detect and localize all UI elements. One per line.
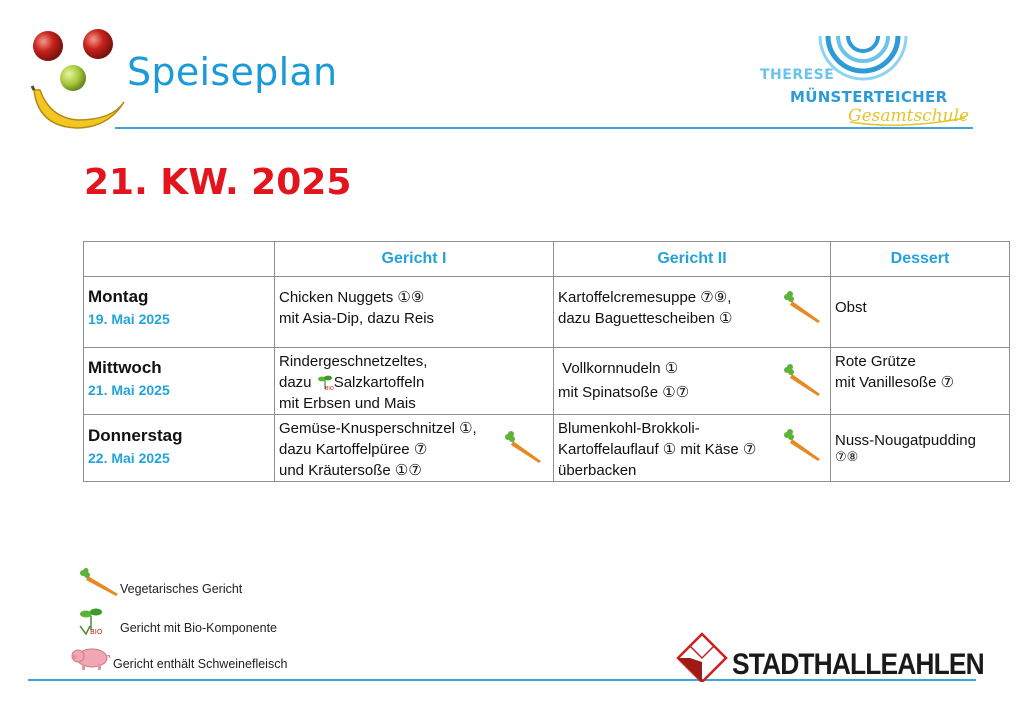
bio-label: BIO: [324, 386, 334, 391]
pig-icon: [70, 644, 112, 672]
table-header-row: [84, 242, 1010, 277]
school-name-line1: THERESE: [760, 67, 835, 83]
dish-line: Kartoffelcremesuppe ⑦⑨,: [558, 289, 732, 306]
dish1-cell: [275, 415, 554, 482]
dessert-line: ⑦⑧: [835, 449, 859, 464]
page-title: Speiseplan: [127, 50, 338, 94]
dessert-line: Nuss-Nougatpudding: [835, 432, 976, 449]
day-cell: [84, 348, 275, 415]
dish2-cell: [554, 277, 831, 348]
column-header-dessert: Dessert: [831, 242, 1010, 277]
day-date: 22. Mai 2025: [88, 450, 170, 466]
dish-line: Gemüse-Knusperschnitzel ①,: [279, 420, 477, 437]
week-heading: 21. KW. 2025: [84, 162, 352, 203]
fruit-face-logo: [28, 28, 128, 138]
dish-line: Rindergeschnetzeltes,: [279, 353, 428, 370]
dessert-line: mit Vanillesoße ⑦: [835, 374, 955, 391]
day-date: 19. Mai 2025: [88, 311, 170, 327]
dessert-cell: [831, 277, 1010, 348]
dish-line: mit Spinatsoße ①⑦: [558, 384, 690, 401]
dish2-cell: [554, 415, 831, 482]
dish-line: Blumenkohl-Brokkoli-: [558, 420, 700, 437]
dish-text: dazu: [279, 374, 316, 391]
dish-line: [279, 372, 549, 393]
legend-pork: Gericht enthält Schweinefleisch: [113, 657, 288, 671]
school-name-line2: MÜNSTERTEICHER: [790, 88, 948, 106]
bio-label: BIO: [90, 628, 103, 636]
column-header-dish1: Gericht I: [275, 242, 554, 277]
table-row: [84, 348, 1010, 415]
bio-icon: [76, 604, 106, 636]
dish1-cell: [275, 277, 554, 348]
dish-line: Vollkornnudeln ①: [558, 360, 679, 377]
dessert-cell: [831, 348, 1010, 415]
bio-icon: [316, 373, 334, 391]
menu-table: [83, 241, 1010, 482]
dish-line: überbacken: [558, 462, 637, 479]
day-name: Donnerstag: [88, 426, 183, 445]
dish-line: Kartoffelauflauf ① mit Käse ⑦: [558, 441, 757, 458]
dish-line: mit Asia-Dip, dazu Reis: [279, 310, 435, 327]
day-cell: [84, 415, 275, 482]
dish-line: mit Erbsen und Mais: [279, 395, 416, 412]
dessert-cell: [831, 415, 1010, 482]
stadthalle-brand: STADTHALLEAHLEN: [732, 648, 984, 681]
dessert-line: Rote Grütze: [835, 353, 916, 370]
dish-text: Salzkartoffeln: [333, 374, 425, 391]
table-row: [84, 415, 1010, 482]
carrot-icon: [782, 291, 824, 325]
day-name: Mittwoch: [88, 358, 162, 377]
column-header-day: [84, 242, 275, 277]
carrot-icon: [782, 364, 824, 398]
table-row: [84, 277, 1010, 348]
dessert-line: Obst: [835, 299, 867, 316]
day-name: Montag: [88, 287, 149, 306]
dish1-cell: [275, 348, 554, 415]
dish-line: dazu Baguettescheiben ①: [558, 310, 733, 327]
carrot-icon: [782, 429, 824, 463]
day-cell: [84, 277, 275, 348]
dish-line: dazu Kartoffelpüree ⑦: [279, 441, 428, 458]
school-name-line3: Gesamtschule: [848, 106, 970, 126]
carrot-icon: [78, 568, 120, 598]
stadthalle-logo: [676, 632, 728, 682]
carrot-icon: [503, 431, 545, 465]
dish-line: und Kräutersoße ①⑦: [279, 462, 422, 479]
column-header-dish2: Gericht II: [554, 242, 831, 277]
legend-vegetarian: Vegetarisches Gericht: [120, 582, 243, 596]
legend-bio: Gericht mit Bio-Komponente: [120, 621, 278, 635]
dish2-cell: [554, 348, 831, 415]
dish-line: Chicken Nuggets ①⑨: [279, 289, 425, 306]
day-date: 21. Mai 2025: [88, 382, 170, 398]
